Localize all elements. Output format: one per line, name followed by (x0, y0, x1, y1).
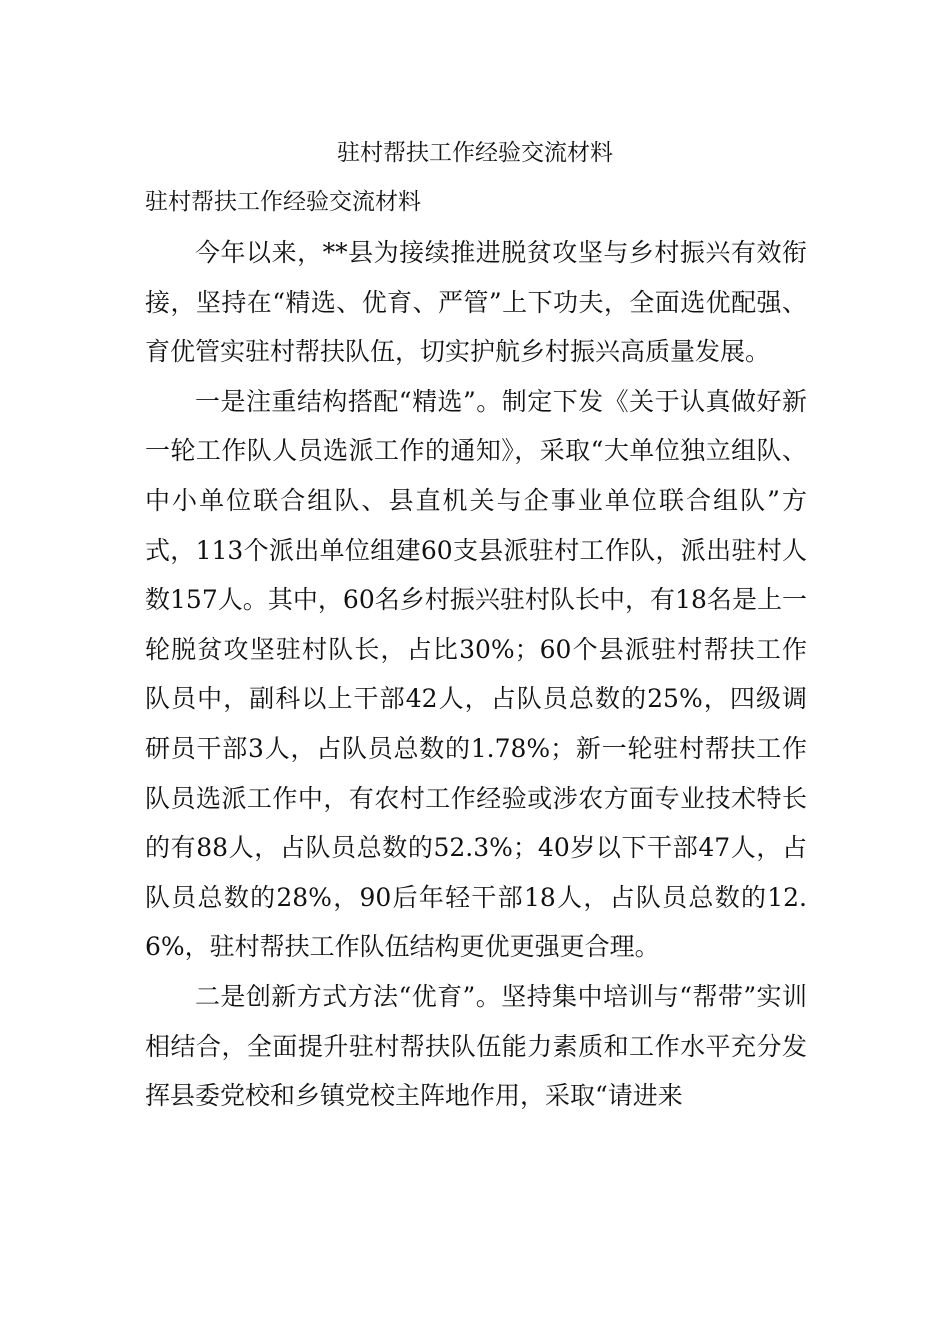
paragraph-intro: 今年以来，**县为接续推进脱贫攻坚与乡村振兴有效衔接，坚持在“精选、优育、严管”上下功夫，全面选优配强、育优管实驻村帮扶队伍，切实护航乡村振兴高质量发展。 (145, 238, 807, 367)
document-title: 驻村帮扶工作经验交流材料 (337, 140, 613, 166)
paragraph-training: 二是创新方式方法“优育”。坚持集中培训与“帮带”实训相结合，全面提升驻村帮扶队伍能力素质和工作水平充分发挥县委党校和乡镇党校主阵地作用，采取“请进来 (145, 981, 807, 1111)
document-subtitle: 驻村帮扶工作经验交流材料 (145, 189, 421, 215)
paragraph-selection: 一是注重结构搭配“精选”。制定下发《关于认真做好新一轮工作队人员选派工作的通知》，采取“大单位独立组队、中小单位联合组队、县直机关与企事业单位联合组队”方式，113个派出单位组建60支县派驻村工作队，派出驻村人数157人。其中，60名乡村振兴驻村队长中，有18名是上一轮脱贫攻坚驻村队长，占比30%；60个县派驻村帮扶工作队员中，副科以上干部42人，占队员总数的25%，四级调研员干部3人，占队员总数的1.78%；新一轮驻村帮扶工作队员选派工作中，有农村工作经验或涉农方面专业技术特长的有88人，占队员总数的52.3%；40岁以下干部47人，占队员总数的28%，90后年轻干部18人，占队员总数的12.6%，驻村帮扶工作队伍结构更优更强更合理。 (145, 386, 807, 962)
document-body (145, 228, 807, 1121)
